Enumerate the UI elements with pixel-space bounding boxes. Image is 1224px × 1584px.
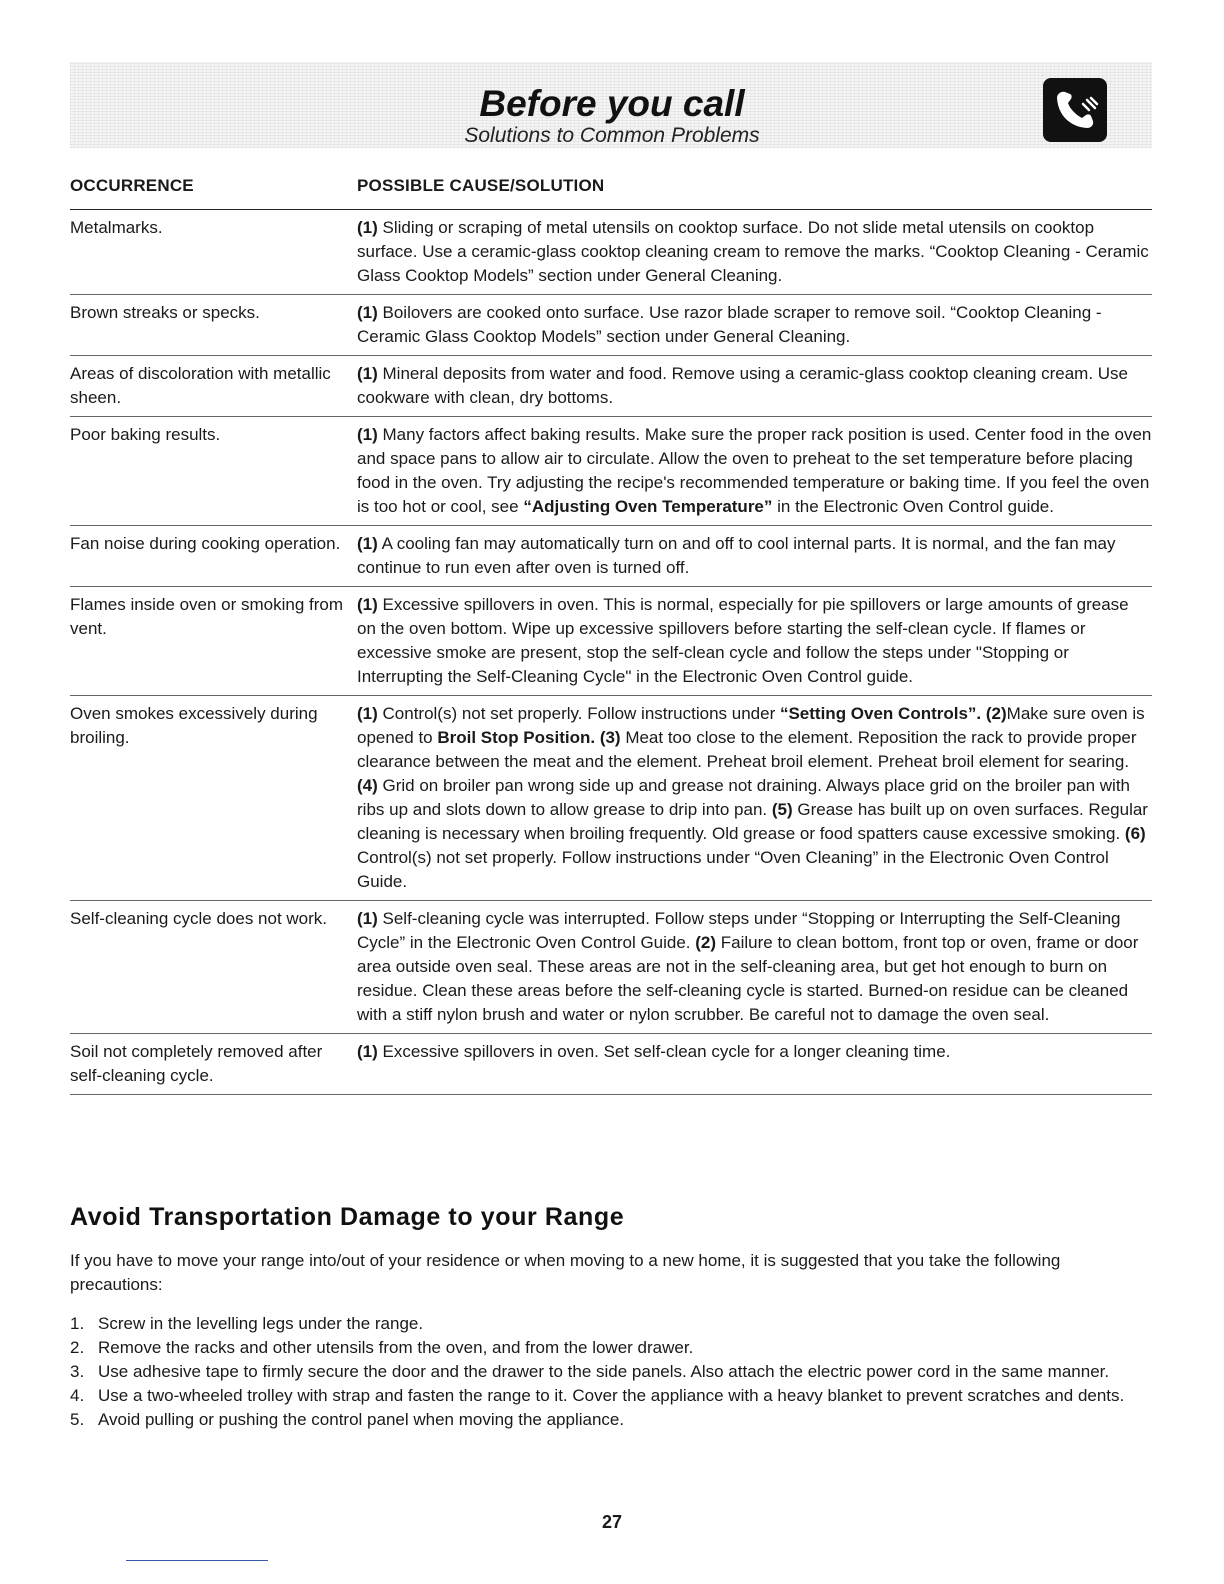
solution-emphasis: (2) (695, 933, 717, 952)
solution-cell (357, 907, 1152, 1027)
solution-text: Make sure oven is opened to (357, 704, 1145, 747)
solution-text: Excessive spillovers in oven. Set self-clean cycle for a longer cleaning time. (377, 1042, 951, 1061)
precautions-list (70, 1312, 1130, 1432)
solution-emphasis: (1) (357, 595, 378, 614)
solution-text: Grid on broiler pan wrong side up and grease not draining. Always place grid on the broiler pan with ribs up and slots down to allow grease to drip into pan. (357, 776, 1131, 819)
list-item-number: 3. (70, 1362, 85, 1381)
solution-emphasis: (1) (357, 303, 378, 322)
solution-text: Failure to clean bottom, front top or oven, frame or door area outside oven seal. These areas are not in the self-cleaning area, but get hot enough to burn on residue. Clean these areas before the self-cleaning cycle is started. Burned-on residue can be cleaned with a stiff nylon brush and water or nylon scrubber. Be careful not to damage the oven seal. (357, 933, 1139, 1024)
list-item-number: 5. (70, 1410, 85, 1429)
list-item (70, 1336, 1130, 1360)
table-row (70, 356, 1152, 417)
occurrence-cell: Brown streaks or specks. (70, 303, 260, 322)
solution-cell (357, 532, 1152, 580)
solution-emphasis: (1) (357, 364, 378, 383)
solution-emphasis: (1) (357, 909, 378, 928)
solution-text: Many factors affect baking results. Make sure the proper rack position is used. Center food in the oven and space pans to allow air to circulate. Allow the oven to preheat to the set temperature before placing food in the oven. Try adjusting the recipe's recommended temperature or baking time. If you feel the oven is too hot or cool, see (357, 425, 1152, 516)
list-item (70, 1384, 1130, 1408)
occurrence-cell: Oven smokes excessively during broiling. (70, 704, 318, 747)
troubleshooting-table (70, 209, 1152, 1095)
table-row (70, 417, 1152, 526)
list-item (70, 1408, 1130, 1432)
solution-cell (357, 423, 1152, 519)
table-row (70, 526, 1152, 587)
solution-text: Grease has built up on oven surfaces. Regular cleaning is necessary when broiling frequently. Old grease or food spatters cause excessive smoking. (357, 800, 1148, 843)
occurrence-cell: Soil not completely removed after self-cleaning cycle. (70, 1042, 323, 1085)
occurrence-cell: Poor baking results. (70, 425, 221, 444)
solution-emphasis: (5) (771, 800, 793, 819)
page-title: Before you call (479, 83, 745, 124)
solution-text: A cooling fan may automatically turn on and off to cool internal parts. It is normal, and the fan may continue to run even after oven is turned off. (357, 534, 1116, 577)
list-item (70, 1312, 1130, 1336)
solution-cell (357, 301, 1152, 349)
solution-emphasis: (3) (599, 728, 621, 747)
solution-emphasis: Broil Stop Position. (437, 728, 596, 747)
list-item-text: Use a two-wheeled trolley with strap and fasten the range to it. Cover the appliance with a heavy blanket to prevent scratches and dents. (98, 1386, 1125, 1405)
table-row (70, 587, 1152, 696)
list-item (70, 1360, 1130, 1384)
occurrence-cell: Metalmarks. (70, 218, 163, 237)
occurrence-cell: Flames inside oven or smoking from vent. (70, 595, 344, 638)
page-number: 27 (601, 1512, 623, 1532)
solution-cell (357, 216, 1152, 288)
list-item-text: Avoid pulling or pushing the control panel when moving the appliance. (98, 1410, 625, 1429)
table-row (70, 901, 1152, 1034)
solution-emphasis: (1) (357, 704, 378, 723)
table-row (70, 210, 1152, 295)
list-item-number: 2. (70, 1338, 85, 1357)
section-title: Avoid Transportation Damage to your Range (70, 1203, 625, 1231)
solution-text: Sliding or scraping of metal utensils on cooktop surface. Do not slide metal utensils on cooktop surface. Use a ceramic-glass cooktop cleaning cream to remove the marks. “Cooktop Cleaning - Ceramic Glass Cooktop Models” section under General Cleaning. (357, 218, 1149, 285)
footer-rule (126, 1560, 268, 1561)
list-item-text: Use adhesive tape to firmly secure the door and the drawer to the side panels. Also attach the electric power cord in the same manner. (98, 1362, 1110, 1381)
solution-cell (357, 362, 1152, 410)
list-item-number: 4. (70, 1386, 85, 1405)
solution-emphasis: (1) (357, 218, 378, 237)
solution-emphasis: “Adjusting Oven Temperature” (523, 497, 773, 516)
solution-emphasis: (6) (1124, 824, 1146, 843)
section-intro: If you have to move your range into/out of your residence or when moving to a new home, it is suggested that you take the following precautions: (70, 1251, 1061, 1294)
occurrence-cell: Fan noise during cooking operation. (70, 534, 341, 553)
solution-emphasis: (2) (985, 704, 1007, 723)
list-item-text: Screw in the levelling legs under the range. (98, 1314, 424, 1333)
solution-emphasis: (1) (357, 425, 378, 444)
list-item-text: Remove the racks and other utensils from the oven, and from the lower drawer. (98, 1338, 694, 1357)
column-header-solution: POSSIBLE CAUSE/SOLUTION (357, 176, 605, 195)
phone-icon (1043, 78, 1107, 142)
page-subtitle: Solutions to Common Problems (464, 124, 760, 147)
solution-text: Meat too close to the element. Reposition the rack to provide proper clearance between the meat and the element. Preheat broil element. Preheat broil element for searing. (357, 728, 1137, 771)
solution-text: Control(s) not set properly. Follow instructions under (377, 704, 780, 723)
solution-text: Self-cleaning cycle was interrupted. Follow steps under “Stopping or Interrupting the Self-Cleaning Cycle” in the Electronic Oven Control Guide. (357, 909, 1121, 952)
table-row (70, 295, 1152, 356)
solution-text: Excessive spillovers in oven. This is normal, especially for pie spillovers or large amounts of grease on the oven bottom. Wipe up excessive spillovers before starting the self-clean cycle. If flames or excessive smoke are present, stop the self-clean cycle and follow the steps under "Stopping or Interrupting the Self-Cleaning Cycle" in the Electronic Oven Control guide. (357, 595, 1129, 686)
occurrence-cell: Areas of discoloration with metallic sheen. (70, 364, 331, 407)
solution-cell (357, 702, 1152, 894)
solution-emphasis: (1) (357, 1042, 378, 1061)
solution-emphasis: “Setting Oven Controls”. (779, 704, 982, 723)
solution-emphasis: (4) (357, 776, 378, 795)
occurrence-cell: Self-cleaning cycle does not work. (70, 909, 328, 928)
solution-cell (357, 1040, 1152, 1088)
solution-emphasis: (1) (357, 534, 378, 553)
table-row (70, 696, 1152, 901)
table-row (70, 1034, 1152, 1095)
list-item-number: 1. (70, 1314, 85, 1333)
solution-text: Control(s) not set properly. Follow instructions under “Oven Cleaning” in the Electronic Oven Control Guide. (357, 848, 1109, 891)
solution-text: Mineral deposits from water and food. Remove using a ceramic-glass cooktop cleaning cream. Use cookware with clean, dry bottoms. (357, 364, 1129, 407)
column-header-occurrence: OCCURRENCE (70, 176, 194, 195)
solution-text: in the Electronic Oven Control guide. (772, 497, 1054, 516)
solution-cell (357, 593, 1152, 689)
solution-text: Boilovers are cooked onto surface. Use razor blade scraper to remove soil. “Cooktop Cleaning - Ceramic Glass Cooktop Models” section under General Cleaning. (357, 303, 1102, 346)
